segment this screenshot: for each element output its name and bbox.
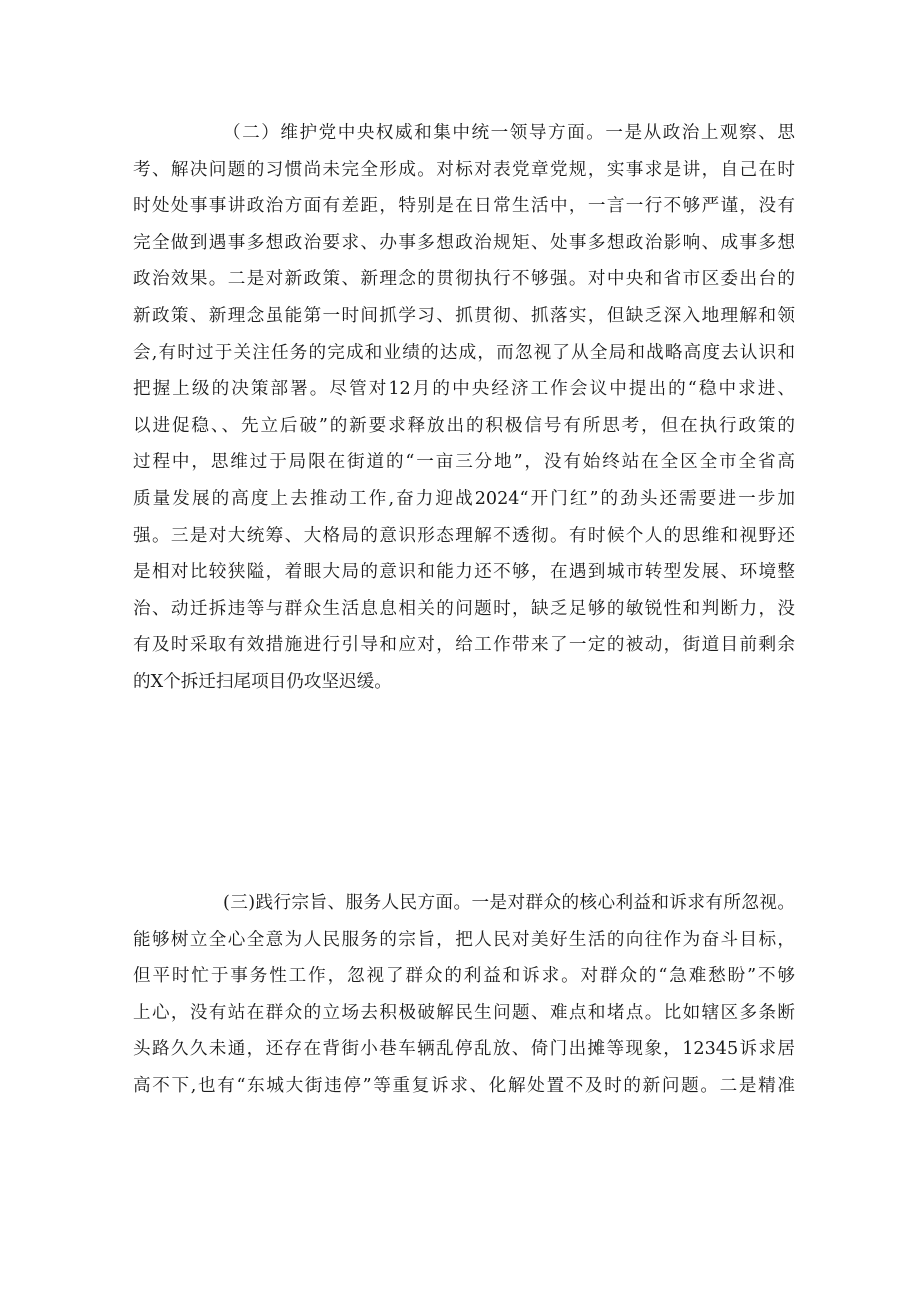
text-line: 完全做到遇事多想政治要求、办事多想政治规矩、处事多想政治影响、成事多想 <box>133 232 795 253</box>
paragraph-section-three <box>133 885 795 1105</box>
text-line: 治、动迁拆违等与群众生活息息相关的问题时，缺乏足够的敏锐性和判断力，没 <box>133 598 795 619</box>
text-line: 新政策、新理念虽能第一时间抓学习、抓贯彻、抓落实，但缺乏深入地理解和领 <box>133 305 795 326</box>
text-line: 政治效果。二是对新政策、新理念的贯彻执行不够强。对中央和省市区委出台的 <box>133 269 795 290</box>
text-line: 能够树立全心全意为人民服务的宗旨，把人民对美好生活的向往作为奋斗目标， <box>133 929 795 950</box>
text-line: 头路久久未通，还存在背街小巷车辆乱停乱放、倚门出摊等现象，12345诉求居 <box>133 1039 795 1060</box>
text-line: （二）维护党中央权威和集中统一领导方面。一是从政治上观察、思 <box>223 123 795 143</box>
text-line: (三)践行宗旨、服务人民方面。一是对群众的核心利益和诉求有所忽视。 <box>223 893 795 913</box>
text-line: 有及时采取有效措施进行引导和应对，给工作带来了一定的被动，街道目前剩余 <box>133 635 795 656</box>
text-line: 高不下,也有“东城大街违停”等重复诉求、化解处置不及时的新问题。二是精准 <box>133 1075 795 1096</box>
text-line: 时处处事事讲政治方面有差距，特别是在日常生活中，一言一行不够严谨，没有 <box>133 196 795 217</box>
text-line: 会,有时过于关注任务的完成和业绩的达成，而忽视了从全局和战略高度去认识和 <box>133 342 795 363</box>
text-line: 的X个拆迁扫尾项目仍攻坚迟缓。 <box>133 671 392 692</box>
paragraph-section-two <box>133 115 795 701</box>
text-line: 以进促稳、、先立后破”的新要求释放出的积极信号有所思考，但在执行政策的 <box>133 415 795 436</box>
text-line: 强。三是对大统筹、大格局的意识形态理解不透彻。有时候个人的思维和视野还 <box>133 525 795 546</box>
text-line: 质量发展的高度上去推动工作,奋力迎战2024“开门红”的劲头还需要进一步加 <box>133 488 795 509</box>
text-line: 考、解决问题的习惯尚未完全形成。对标对表党章党规，实事求是讲，自己在时 <box>133 159 795 180</box>
text-line: 把握上级的决策部署。尽管对12月的中央经济工作会议中提出的“稳中求进、 <box>133 379 795 400</box>
text-line: 是相对比较狭隘，着眼大局的意识和能力还不够，在遇到城市转型发展、环境整 <box>133 562 795 583</box>
text-line: 上心，没有站在群众的立场去积极破解民生问题、难点和堵点。比如辖区多条断 <box>133 1002 795 1023</box>
text-line: 但平时忙于事务性工作，忽视了群众的利益和诉求。对群众的“急难愁盼”不够 <box>133 966 795 987</box>
text-line: 过程中，思维过于局限在街道的“一亩三分地”，没有始终站在全区全市全省高 <box>133 452 795 473</box>
